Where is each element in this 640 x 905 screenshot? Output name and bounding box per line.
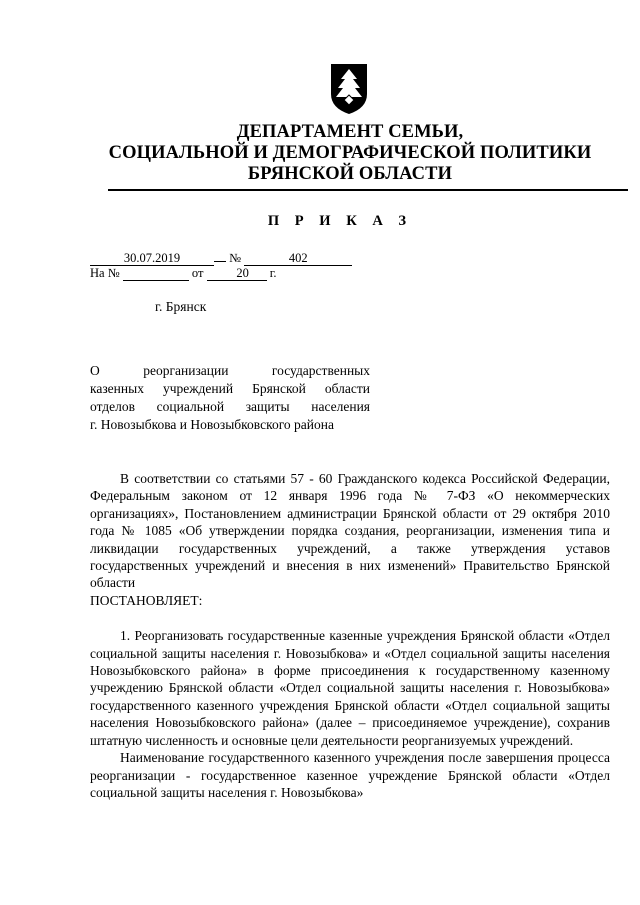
header-line-1: ДЕПАРТАМЕНТ СЕМЬИ, <box>236 122 464 142</box>
header-divider <box>108 189 628 191</box>
item-1-paragraph: 1. Реорганизовать государственные казенные учреждения Брянской области «Отдел социальной защиты населения г. Новозыбкова» и «Отдел социальной защиты населения Новозыбковского района» в форме присоединения к государственному казенному учреждению Брянской области «Отдел социальной защиты населения г. Новозыбкова» государственного казенного учреждения Брянской области «Отдел социальной защиты населения Новозыбковского района» (далее – присоединяемое учреждение), сохранив штатную численность и основные цели деятельности реорганизуемых учреждений. <box>90 628 610 748</box>
order-title: П Р И К А З <box>267 213 413 229</box>
header-line-3: БРЯНСКОЙ ОБЛАСТИ <box>247 164 453 184</box>
number-sign: № <box>229 251 242 265</box>
order-body <box>90 470 610 801</box>
reference-year-blank <box>251 266 267 281</box>
subject-line-2: казенных учреждений Брянской области <box>90 381 370 396</box>
reference-row <box>90 266 277 281</box>
order-subject <box>90 362 370 434</box>
reference-year-suffix: г. <box>269 266 277 280</box>
department-header <box>100 122 600 185</box>
order-date: 30.07.2019 <box>90 251 214 266</box>
header-line-2: СОЦИАЛЬНОЙ И ДЕМОГРАФИЧЕСКОЙ ПОЛИТИКИ <box>108 143 592 163</box>
subject-line-4: г. Новозыбкова и Новозыбковского района <box>90 417 334 432</box>
reference-date-blank <box>207 266 235 281</box>
reference-from: от <box>191 266 204 280</box>
order-date-number-row <box>90 251 352 266</box>
subject-line-1: О реорганизации государственных <box>90 363 370 378</box>
decree-word: ПОСТАНОВЛЯЕТ: <box>90 592 203 608</box>
coat-of-arms-icon <box>327 62 371 116</box>
city: г. Брянск <box>155 299 207 314</box>
reference-prefix: На № <box>90 266 120 280</box>
reference-day: 20 <box>236 266 249 280</box>
order-number: 402 <box>244 251 352 266</box>
preamble-paragraph: В соответствии со статьями 57 - 60 Гражданского кодекса Российской Федерации, Федеральным законом от 12 января 1996 года № 7-ФЗ «О некоммерческих организациях», Постановлением администрации Брянской области от 29 октября 2010 года № 1085 «Об утверждении порядка создания, реорганизации, изменения типа и ликвидации государственных учреждений, а также утверждения уставов государственных учреждений и внесения в них изменений» Правительство Брянской области <box>90 471 610 591</box>
subject-line-3: отделов социальной защиты населения <box>90 399 370 414</box>
reference-number-blank <box>123 266 189 281</box>
item-1-continuation: Наименование государственного казенного учреждения после завершения процесса реорганизации - государственное казенное учреждение Брянской области «Отдел социальной защиты населения г. Новозыбкова» <box>90 750 610 800</box>
